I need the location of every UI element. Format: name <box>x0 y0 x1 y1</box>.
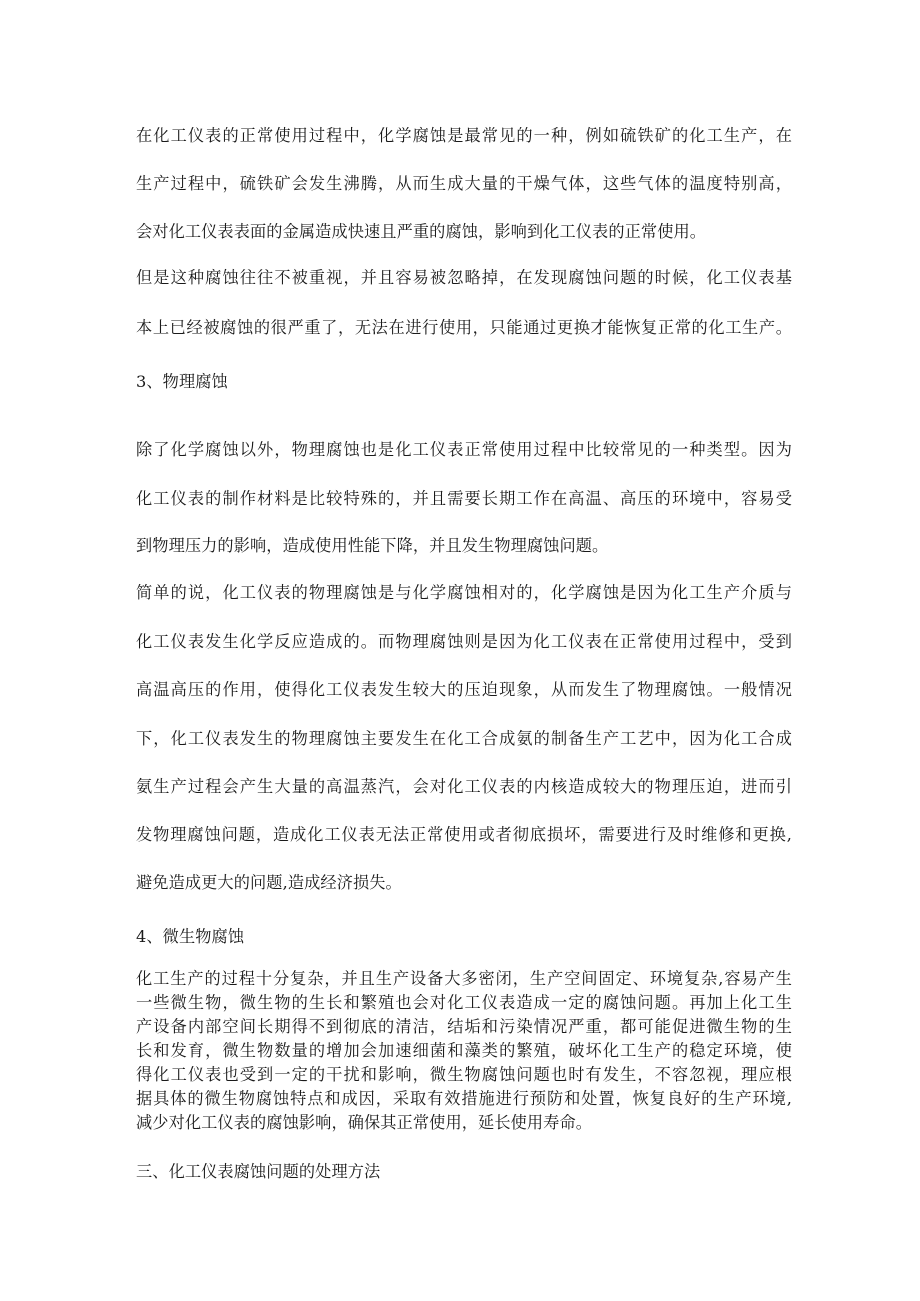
paragraph-line: 发物理腐蚀问题，造成化工仪表无法正常使用或者彻底损坏，需要进行及时维修和更换, <box>136 825 792 844</box>
paragraph-line: 得化工仪表也受到一定的干扰和影响，微生物腐蚀问题也时有发生，不容忽视，理应根 <box>136 1065 792 1084</box>
paragraph-line: 化工生产的过程十分复杂，并且生产设备大多密闭，生产空间固定、环境复杂,容易产生 <box>136 969 792 988</box>
paragraph-line: 产设备内部空间长期得不到彻底的清洁，结垢和污染情况严重，都可能促进微生物的生 <box>136 1017 792 1036</box>
paragraph-line: 氨生产过程会产生大量的高温蒸汽，会对化工仪表的内核造成较大的物理压迫，进而引 <box>136 777 792 796</box>
paragraph-line: 生产过程中，硫铁矿会发生沸腾，从而生成大量的干燥气体，这些气体的温度特别高， <box>136 174 792 193</box>
paragraph-line: 除了化学腐蚀以外，物理腐蚀也是化工仪表正常使用过程中比较常见的一种类型。因为 <box>136 440 792 459</box>
paragraph-line: 下，化工仪表发生的物理腐蚀主要发生在化工合成氨的制备生产工艺中，因为化工合成 <box>136 729 792 748</box>
section-heading: 三、化工仪表腐蚀问题的处理方法 <box>136 1162 381 1181</box>
paragraph-line: 长和发育，微生物数量的增加会加速细菌和藻类的繁殖，破坏化工生产的稳定环境，使 <box>136 1041 792 1060</box>
paragraph-line: 化工仪表的制作材料是比较特殊的，并且需要长期工作在高温、高压的环境中，容易受 <box>136 489 792 508</box>
paragraph-line: 本上已经被腐蚀的很严重了，无法在进行使用，只能通过更换才能恢复正常的化工生产。 <box>136 318 792 337</box>
paragraph-line: 在化工仪表的正常使用过程中，化学腐蚀是最常见的一种，例如硫铁矿的化工生产，在 <box>136 126 792 145</box>
paragraph-line: 会对化工仪表表面的金属造成快速且严重的腐蚀，影响到化工仪表的正常使用。 <box>136 222 707 241</box>
paragraph-line: 到物理压力的影响，造成使用性能下降，并且发生物理腐蚀问题。 <box>136 536 609 555</box>
section-heading: 4、微生物腐蚀 <box>136 927 245 946</box>
paragraph-line: 化工仪表发生化学反应造成的。而物理腐蚀则是因为化工仪表在正常使用过程中，受到 <box>136 632 792 651</box>
section-heading: 3、物理腐蚀 <box>136 372 228 391</box>
paragraph-line: 减少对化工仪表的腐蚀影响，确保其正常使用，延长使用寿命。 <box>136 1113 593 1132</box>
paragraph-line: 避免造成更大的问题,造成经济损失。 <box>136 873 402 892</box>
paragraph-line: 高温高压的作用，使得化工仪表发生较大的压迫现象，从而发生了物理腐蚀。一般情况 <box>136 680 792 699</box>
paragraph-line: 一些微生物，微生物的生长和繁殖也会对化工仪表造成一定的腐蚀问题。再加上化工生 <box>136 993 792 1012</box>
paragraph-line: 简单的说，化工仪表的物理腐蚀是与化学腐蚀相对的，化学腐蚀是因为化工生产介质与 <box>136 583 792 602</box>
paragraph-line: 但是这种腐蚀往往不被重视，并且容易被忽略掉，在发现腐蚀问题的时候，化工仪表基 <box>136 268 792 287</box>
paragraph-line: 据具体的微生物腐蚀特点和成因，采取有效措施进行预防和处置，恢复良好的生产环境, <box>136 1089 792 1108</box>
